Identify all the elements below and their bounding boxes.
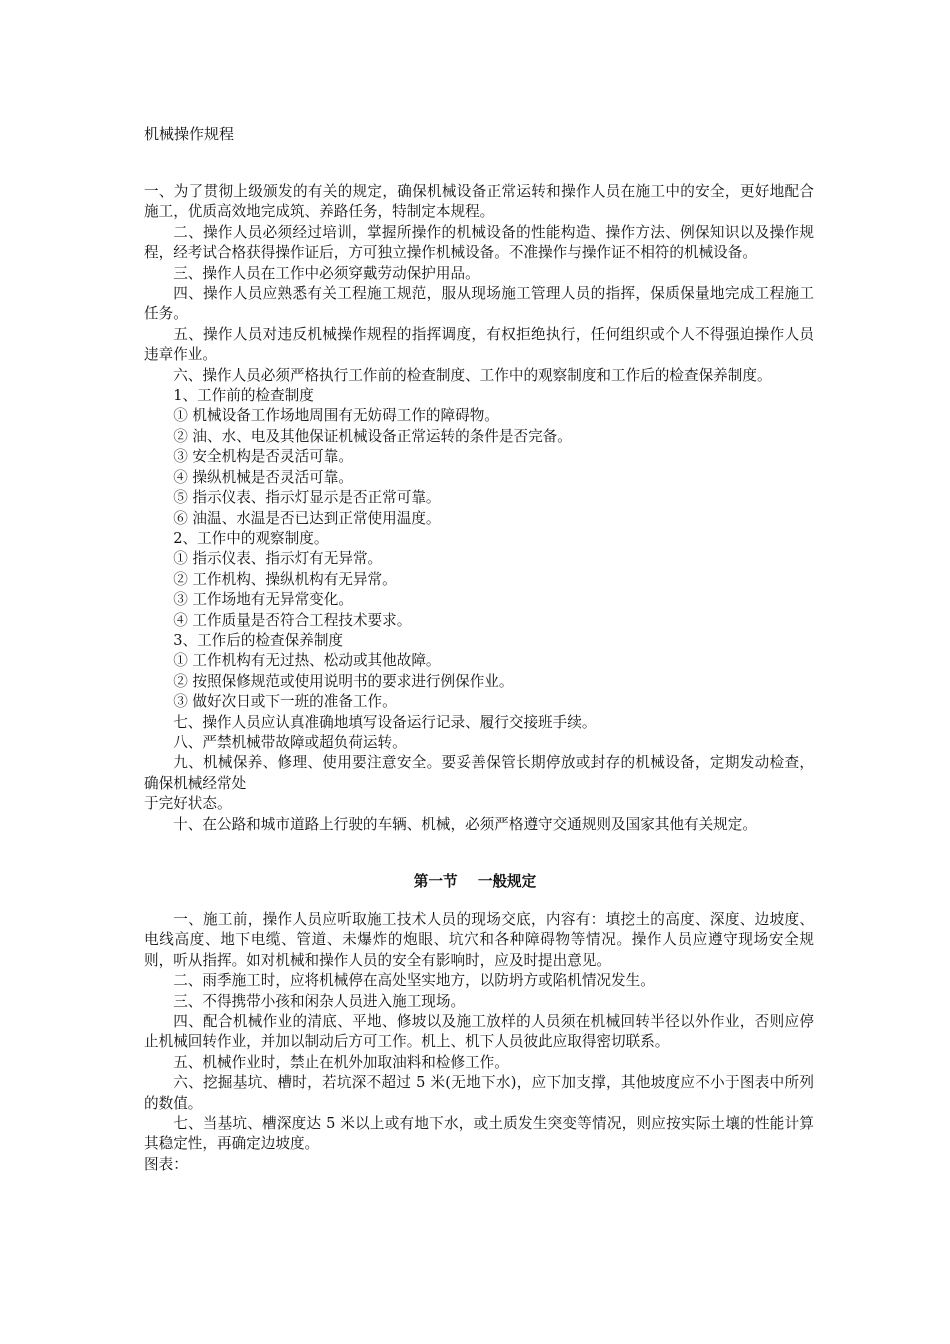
regulation-paragraph: ③ 工作场地有无异常变化。 <box>173 591 353 609</box>
regulation-paragraph: 九、机械保养、修理、使用要注意安全。要妥善保管长期停放或封存的机械设备，定期发动检查，确保机械经常处 <box>144 754 814 792</box>
section-paragraph: 一、施工前，操作人员应听取施工技术人员的现场交底，内容有：填挖土的高度、深度、边坡度、电线高度、地下电缆、管道、未爆炸的炮眼、坑穴和各种障碍物等情况。操作人员应遵守现场安全规则，听从指挥。如对机械和操作人员的安全有影响时，应及时提出意见。 <box>144 911 814 969</box>
regulation-paragraph: ④ 操纵机械是否灵活可靠。 <box>173 468 353 486</box>
regulation-paragraph: 五、操作人员对违反机械操作规程的指挥调度，有权拒绝执行，任何组织或个人不得强迫操作人员违章作业。 <box>144 325 814 364</box>
regulation-paragraph: 3、工作后的检查保养制度 <box>173 631 344 649</box>
regulation-paragraph: ④ 工作质量是否符合工程技术要求。 <box>173 611 412 629</box>
section-paragraph: 图表： <box>144 1155 188 1173</box>
regulation-paragraph: 二、操作人员必须经过培训，掌握所操作的机械设备的性能构造、操作方法、例保知识以及操作规程，经考试合格获得操作证后，方可独立操作机械设备。不准操作与操作证不相符的机械设备。 <box>144 223 814 262</box>
regulation-paragraph: 十、在公路和城市道路上行驶的车辆、机械，必须严格遵守交通规则及国家其他有关规定。 <box>173 815 757 833</box>
regulation-paragraph: ① 机械设备工作场地周围有无妨碍工作的障碍物。 <box>173 407 499 425</box>
regulation-paragraph: ② 工作机构、操纵机构有无异常。 <box>173 570 397 588</box>
regulation-paragraph: ② 按照保修规范或使用说明书的要求进行例保作业。 <box>173 672 514 690</box>
regulation-paragraph: ① 工作机构有无过热、松动或其他故障。 <box>173 652 441 670</box>
regulation-paragraph: 八、严禁机械带故障或超负荷运转。 <box>173 733 407 751</box>
section-paragraph: 四、配合机械作业的清底、平地、修坡以及施工放样的人员须在机械回转半径以外作业，否则应停止机械回转作业，并加以制动后方可工作。机上、机下人员彼此应取得密切联系。 <box>144 1013 814 1051</box>
section-paragraph: 二、雨季施工时，应将机械停在高处坚实地方，以防坍方或陷机情况发生。 <box>173 972 655 990</box>
regulation-paragraph: ① 指示仪表、指示灯有无异常。 <box>173 550 383 568</box>
regulation-paragraph: ② 油、水、电及其他保证机械设备正常运转的条件是否完备。 <box>173 427 572 445</box>
section-paragraph: 三、不得携带小孩和闲杂人员进入施工现场。 <box>173 992 466 1010</box>
section-paragraph: 六、挖掘基坑、槽时，若坑深不超过 5 米(无地下水)，应下加支撑，其他坡度应不小于图表中所列的数值。 <box>144 1074 814 1112</box>
section-general-rules <box>144 910 814 1175</box>
regulation-paragraph: 于完好状态。 <box>144 795 232 813</box>
regulation-paragraph: ③ 安全机构是否灵活可靠。 <box>173 448 353 466</box>
intro-regulations <box>144 182 814 835</box>
regulation-paragraph: 四、操作人员应熟悉有关工程施工规范，服从现场施工管理人员的指挥，保质保量地完成工程施工任务。 <box>144 285 814 323</box>
regulation-paragraph: 1、工作前的检查制度 <box>173 387 314 405</box>
regulation-paragraph: ③ 做好次日或下一班的准备工作。 <box>173 693 397 711</box>
section-heading: 第一节 一般规定 <box>413 873 537 890</box>
section-paragraph: 五、机械作业时，禁止在机外加取油料和检修工作。 <box>173 1053 509 1071</box>
section-paragraph: 七、当基坑、槽深度达 5 米以上或有地下水，或土质发生突变等情况，则应按实际土壤的性能计算其稳定性，再确定边坡度。 <box>144 1115 814 1153</box>
regulation-paragraph: 2、工作中的观察制度。 <box>173 529 329 547</box>
regulation-paragraph: 三、操作人员在工作中必须穿戴劳动保护用品。 <box>173 264 480 282</box>
regulation-paragraph: 一、为了贯彻上级颁发的有关的规定，确保机械设备正常运转和操作人员在施工中的安全，更好地配合施工，优质高效地完成筑、养路任务，特制定本规程。 <box>144 183 814 221</box>
regulation-paragraph: 七、操作人员应认真准确地填写设备运行记录、履行交接班手续。 <box>173 713 597 731</box>
regulation-paragraph: 六、操作人员必须严格执行工作前的检查制度、工作中的观察制度和工作后的检查保养制度。 <box>173 366 772 384</box>
document-title: 机械操作规程 <box>144 125 235 143</box>
regulation-paragraph: ⑤ 指示仪表、指示灯显示是否正常可靠。 <box>173 489 441 507</box>
regulation-paragraph: ⑥ 油温、水温是否已达到正常使用温度。 <box>173 509 441 527</box>
